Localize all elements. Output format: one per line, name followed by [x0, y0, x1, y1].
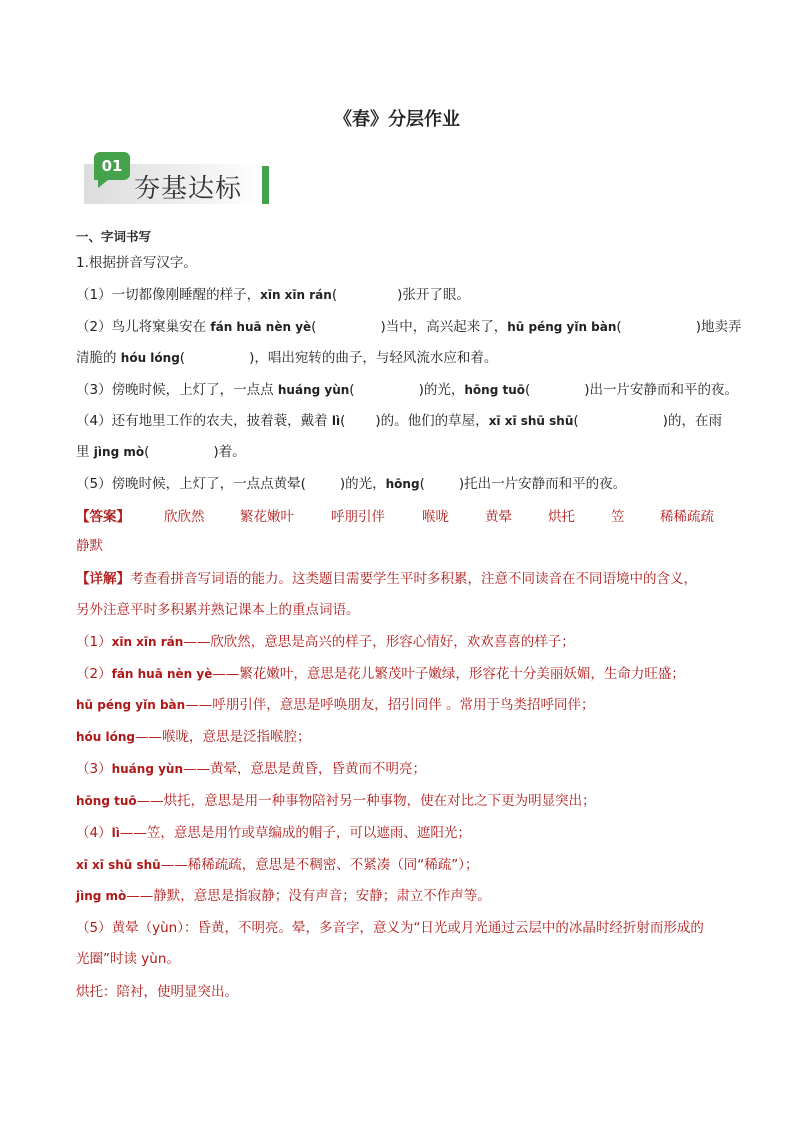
answer-word: 繁花嫩叶: [240, 509, 294, 525]
pinyin: huáng yùn: [277, 383, 350, 397]
explain-line: 光圈”时读 yùn。: [76, 951, 180, 967]
explain-line: hóu lóng——喉咙，意思是泛指喉腔；: [76, 729, 311, 745]
pinyin: xī xī shū shū: [488, 414, 574, 428]
explain-line: （3）huáng yùn——黄晕，意思是黄昏，昏黄而不明亮；: [76, 761, 426, 777]
item-5: （5）傍晚时候，上灯了，一点点黄晕( )的光，hōng( )托出一片安静而和平的夜。: [76, 476, 627, 492]
detail-line-2: 另外注意平时多积累并熟记课本上的重点词语。: [76, 602, 360, 618]
pinyin: hū péng yǐn bàn: [507, 320, 617, 334]
answer-label: 【答案】: [76, 509, 130, 525]
detail-label: 【详解】: [76, 571, 130, 587]
explain-line: （5）黄晕（yùn）：昏黄，不明亮。晕，多音字，意义为“日光或月光通过云层中的冰晶时经折射而形成的: [76, 920, 704, 936]
answer-word: 欣欣然: [164, 509, 205, 525]
pinyin: jìng mò: [93, 445, 145, 459]
answer-word: 烘托: [548, 509, 575, 525]
page-title: 《春》分层作业: [334, 109, 460, 130]
item-4-line-1: （4）还有地里工作的农夫，披着蓑，戴着 lì( )的。他们的草屋，xī xī shū shū( )的，在雨: [76, 413, 722, 429]
explain-line: 烘托：陪衬，使明显突出。: [76, 984, 238, 1000]
answer-word-wrap: 静默: [76, 538, 103, 554]
answer-word: 喉咙: [422, 509, 449, 525]
pinyin: xīn xīn rán: [260, 288, 332, 302]
explain-line: hū péng yǐn bàn——呼朋引伴，意思是呼唤朋友，招引同伴 。常用于鸟类招呼同伴；: [76, 697, 595, 713]
section-badge: [84, 152, 274, 204]
item-4-line-2: 里 jìng mò( )着。: [76, 444, 246, 460]
pinyin: hōng: [385, 477, 420, 491]
item-2-line-2: 清脆的 hóu lóng( )，唱出宛转的曲子，与轻风流水应和着。: [76, 350, 498, 366]
section-heading: 一、字词书写: [76, 229, 152, 244]
pinyin: hóu lóng: [120, 351, 180, 365]
explain-line: （4）lì——笠，意思是用竹或草编成的帽子，可以遮雨、遮阳光；: [76, 825, 471, 841]
answer-word: 稀稀疏疏: [660, 509, 714, 525]
badge-number: 01: [94, 152, 130, 180]
detail-line-1: 【详解】考查看拼音写词语的能力。这类题目需要学生平时多积累，注意不同读音在不同语境中的含义，: [76, 571, 697, 587]
explain-line: （1）xīn xīn rán——欣欣然，意思是高兴的样子，形容心情好，欢欢喜喜的样子；: [76, 634, 575, 650]
answer-word: 笠: [611, 509, 625, 525]
explain-line: hōng tuō——烘托，意思是用一种事物陪衬另一种事物，使在对比之下更为明显突出；: [76, 793, 596, 809]
badge-text: 夯基达标: [134, 174, 243, 204]
answer-word: 黄晕: [485, 509, 512, 525]
explain-line: xī xī shū shū——稀稀疏疏，意思是不稠密、不紧凑（同“稀疏”）；: [76, 857, 479, 873]
pinyin: hōng tuō: [464, 383, 525, 397]
explain-line: （2）fán huā nèn yè——繁花嫩叶，意思是花儿繁茂叶子嫩绿，形容花十分美丽妖媚，生命力旺盛；: [76, 666, 685, 682]
question-text: 1.根据拼音写汉字。: [76, 255, 197, 271]
pinyin: lì: [331, 414, 341, 428]
pinyin: fán huā nèn yè: [210, 320, 312, 334]
answer-row: [76, 505, 726, 525]
explain-line: jìng mò——静默，意思是指寂静；没有声音；安静；肃立不作声等。: [76, 888, 491, 904]
badge-bar: [262, 166, 269, 204]
answer-word: 呼朋引伴: [331, 509, 385, 525]
item-1: （1）一切都像刚睡醒的样子，xīn xīn rán( )张开了眼。: [76, 287, 470, 303]
item-2-line-1: （2）鸟儿将窠巢安在 fán huā nèn yè( )当中，高兴起来了，hū péng yǐn bàn( )地卖弄: [76, 319, 742, 335]
item-3: （3）傍晚时候，上灯了，一点点 huáng yùn( )的光，hōng tuō( )出一片安静而和平的夜。: [76, 382, 739, 398]
